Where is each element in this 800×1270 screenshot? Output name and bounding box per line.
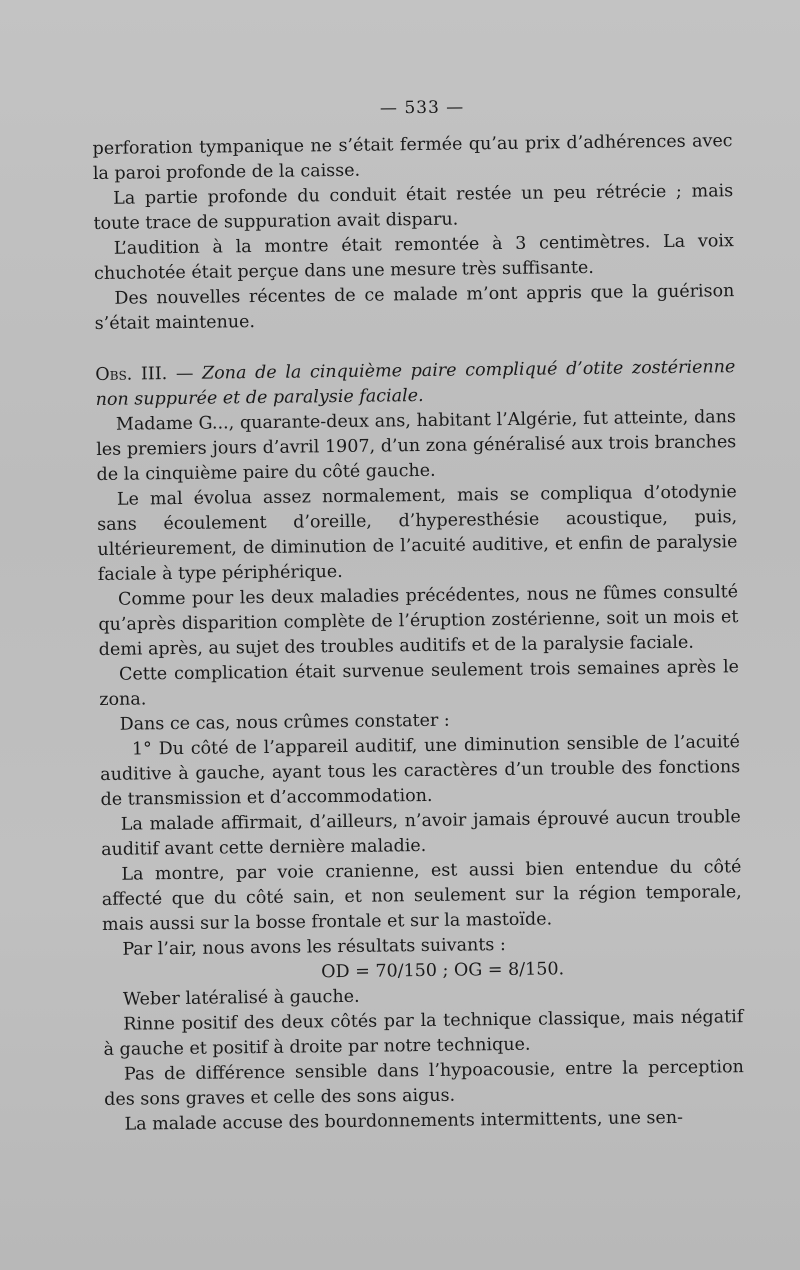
paragraph: Par l’air, nous avons les résultats suivants : (122, 935, 506, 960)
paragraph: Rinne positif des deux côtés par la technique classique, mais négatif à gauche et positif à droite par notre technique. (103, 1007, 744, 1060)
paragraph: Pas de différence sensible dans l’hypoacousie, entre la perception des sons graves et celle des sons aigus. (104, 1057, 744, 1110)
page-number: — 533 — (379, 97, 465, 119)
paragraph: perforation tympanique ne s’était fermée qu’au prix d’adhérences avec la paroi profonde de la caisse. (92, 131, 733, 184)
observation-heading (95, 355, 736, 413)
paragraph: L’audition à la montre était remontée à 3 centimètres. La voix chuchotée était perçue dans une mesure très suffisante. (94, 231, 734, 284)
paragraph: 1° Du côté de l’appareil auditif, une diminution sensible de l’acuité auditive à gauche, ayant tous les caractères d’un trouble des fonctions de transmission et d’accommodation. (100, 732, 741, 810)
paragraph: La malade accuse des bourdonnements intermittents, une sen- (124, 1107, 684, 1135)
paragraph: Dans ce cas, nous crûmes constater : (119, 710, 450, 735)
paragraph: Comme pour les deux maladies précédentes, nous ne fûmes consulté qu’après disparition complète de l’éruption zostérienne, soit un mois et demi après, au sujet des troubles auditifs et de la paralysie faciale. (98, 582, 739, 660)
observation-dash: — (167, 363, 203, 385)
paragraph: Weber latéralisé à gauche. (122, 986, 360, 1010)
page-content (92, 92, 745, 1138)
observation-label: Obs. III. (95, 364, 168, 385)
paragraph: Des nouvelles récentes de ce malade m’ont appris que la guérison s’était maintenue. (94, 281, 735, 334)
formula: OD = 70/150 ; OG = 8/150. (321, 959, 565, 983)
paragraph: Cette complication était survenue seulement trois semaines après le zona. (99, 657, 740, 710)
paragraph: Madame G..., quarante-deux ans, habitant l’Algérie, fut atteinte, dans les premiers jours d’avril 1907, d’un zona généralisé aux trois branches de la cinquième paire du côté gauche. (96, 407, 737, 485)
observation-title: Zona de la cinquième paire compliqué d’otite zostérienne non suppurée et de paralysie faciale. (95, 357, 736, 410)
paragraph: Le mal évolua assez normalement, mais se compliqua d’otodynie sans écoulement d’oreille, d’hyperesthésie acoustique, puis, ultérieurement, de diminution de l’acuité auditive, et enfin de paralysie faciale à type périphérique. (97, 482, 738, 585)
paragraph: La malade affirmait, d’ailleurs, n’avoir jamais éprouvé aucun trouble auditif avant cette dernière maladie. (101, 807, 741, 860)
paragraph: La partie profonde du conduit était restée un peu rétrécie ; mais toute trace de suppuration avait disparu. (93, 181, 734, 234)
paragraph: La montre, par voie cranienne, est aussi bien entendue du côté affecté que du côté sain, et non seulement sur la région temporale, mais aussi sur la bosse frontale et sur la mastoïde. (101, 857, 742, 935)
